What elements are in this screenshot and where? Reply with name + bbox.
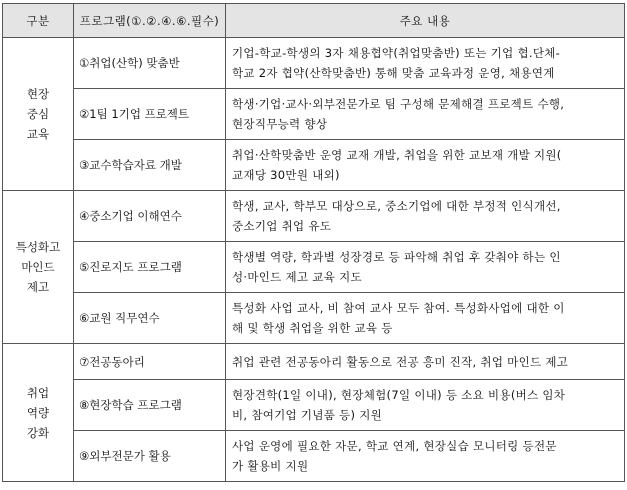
content-line: 취업 관련 전공동아리 활동으로 전공 흥미 진작, 취업 마인드 제고 <box>232 354 569 369</box>
table-row <box>3 380 625 431</box>
content-line: 취업·산학맞춤반 운영 교재 개발, 취업을 위한 교보재 개발 지원( <box>232 148 562 162</box>
program-cell: ⑦전공동아리 <box>74 344 226 380</box>
table-row <box>3 38 625 89</box>
category-line: 제고 <box>26 280 50 294</box>
content-cell <box>226 242 625 293</box>
content-line: 특성화 사업 교사, 비 참여 교사 모두 참여. 특성화사업에 대한 이 <box>232 301 565 315</box>
content-cell <box>226 191 625 242</box>
content-line: 비, 참여기업 기념품 등) 지원 <box>232 408 383 422</box>
category-line: 특성화고 <box>15 240 61 254</box>
content-cell <box>226 431 625 482</box>
content-cell <box>226 380 625 431</box>
program-cell: ①취업(산학) 맞춤반 <box>74 38 226 89</box>
header-category: 구분 <box>3 4 74 38</box>
content-line: 현장견학(1일 이내), 현장체험(7일 이내) 등 소요 비용(버스 임차 <box>232 388 566 402</box>
content-line: 중소기업 취업 유도 <box>232 219 332 233</box>
content-cell <box>226 140 625 191</box>
program-cell: ⑥교원 직무연수 <box>74 293 226 344</box>
content-cell <box>226 38 625 89</box>
program-cell: ⑤진로지도 프로그램 <box>74 242 226 293</box>
table-row <box>3 293 625 344</box>
program-cell: ⑨외부전문가 활용 <box>74 431 226 482</box>
content-line: 학교 2자 협약(산학맞춤반) 통해 맞춤 교육과정 운영, 채용연계 <box>232 66 555 80</box>
category-cell <box>3 191 74 344</box>
category-cell <box>3 344 74 482</box>
content-line: 학생·기업·교사·외부전문가로 팀 구성해 문제해결 프로젝트 수행, <box>232 97 565 111</box>
category-line: 교육 <box>26 127 50 141</box>
header-content: 주요 내용 <box>226 4 625 38</box>
content-cell <box>226 344 625 380</box>
table-row <box>3 191 625 242</box>
program-cell: ④중소기업 이해연수 <box>74 191 226 242</box>
content-cell <box>226 293 625 344</box>
table-row <box>3 140 625 191</box>
header-row <box>3 4 625 38</box>
content-line: 성·마인드 제고 교육 지도 <box>232 270 362 284</box>
category-line: 현장 <box>26 87 50 101</box>
content-line: 사업 운영에 필요한 자문, 학교 연계, 현장실습 모니터링 등전문 <box>232 439 557 453</box>
content-line: 학생, 교사, 학부모 대상으로, 중소기업에 대한 부정적 인식개선, <box>232 199 561 213</box>
content-line: 학생별 역량, 학과별 성장경로 등 파악해 취업 후 갖춰야 하는 인 <box>232 250 561 264</box>
category-line: 강화 <box>26 425 50 440</box>
table-row <box>3 344 625 380</box>
content-line: 기업-학교-학생의 3자 채용협약(취업맞춤반) 또는 기업 협.단체- <box>232 46 561 60</box>
program-cell: ⑧현장학습 프로그램 <box>74 380 226 431</box>
header-program: 프로그램(①.②.④.⑥.필수) <box>74 4 226 38</box>
content-cell <box>226 89 625 140</box>
content-line: 가 활용비 지원 <box>232 459 309 473</box>
program-cell: ③교수학습자료 개발 <box>74 140 226 191</box>
content-line: 교재당 30만원 내외) <box>232 168 340 182</box>
content-line: 현장직무능력 향상 <box>232 117 328 131</box>
category-line: 취업 <box>26 385 50 400</box>
program-cell: ②1팀 1기업 프로젝트 <box>74 89 226 140</box>
category-line: 역량 <box>26 405 50 420</box>
table-row <box>3 431 625 482</box>
category-line: 중심 <box>26 107 50 121</box>
category-cell <box>3 38 74 191</box>
content-line: 해 및 학생 취업을 위한 교육 등 <box>232 321 393 335</box>
category-line: 마인드 <box>21 260 55 274</box>
program-table <box>2 3 625 482</box>
table-row <box>3 89 625 140</box>
table-row <box>3 242 625 293</box>
